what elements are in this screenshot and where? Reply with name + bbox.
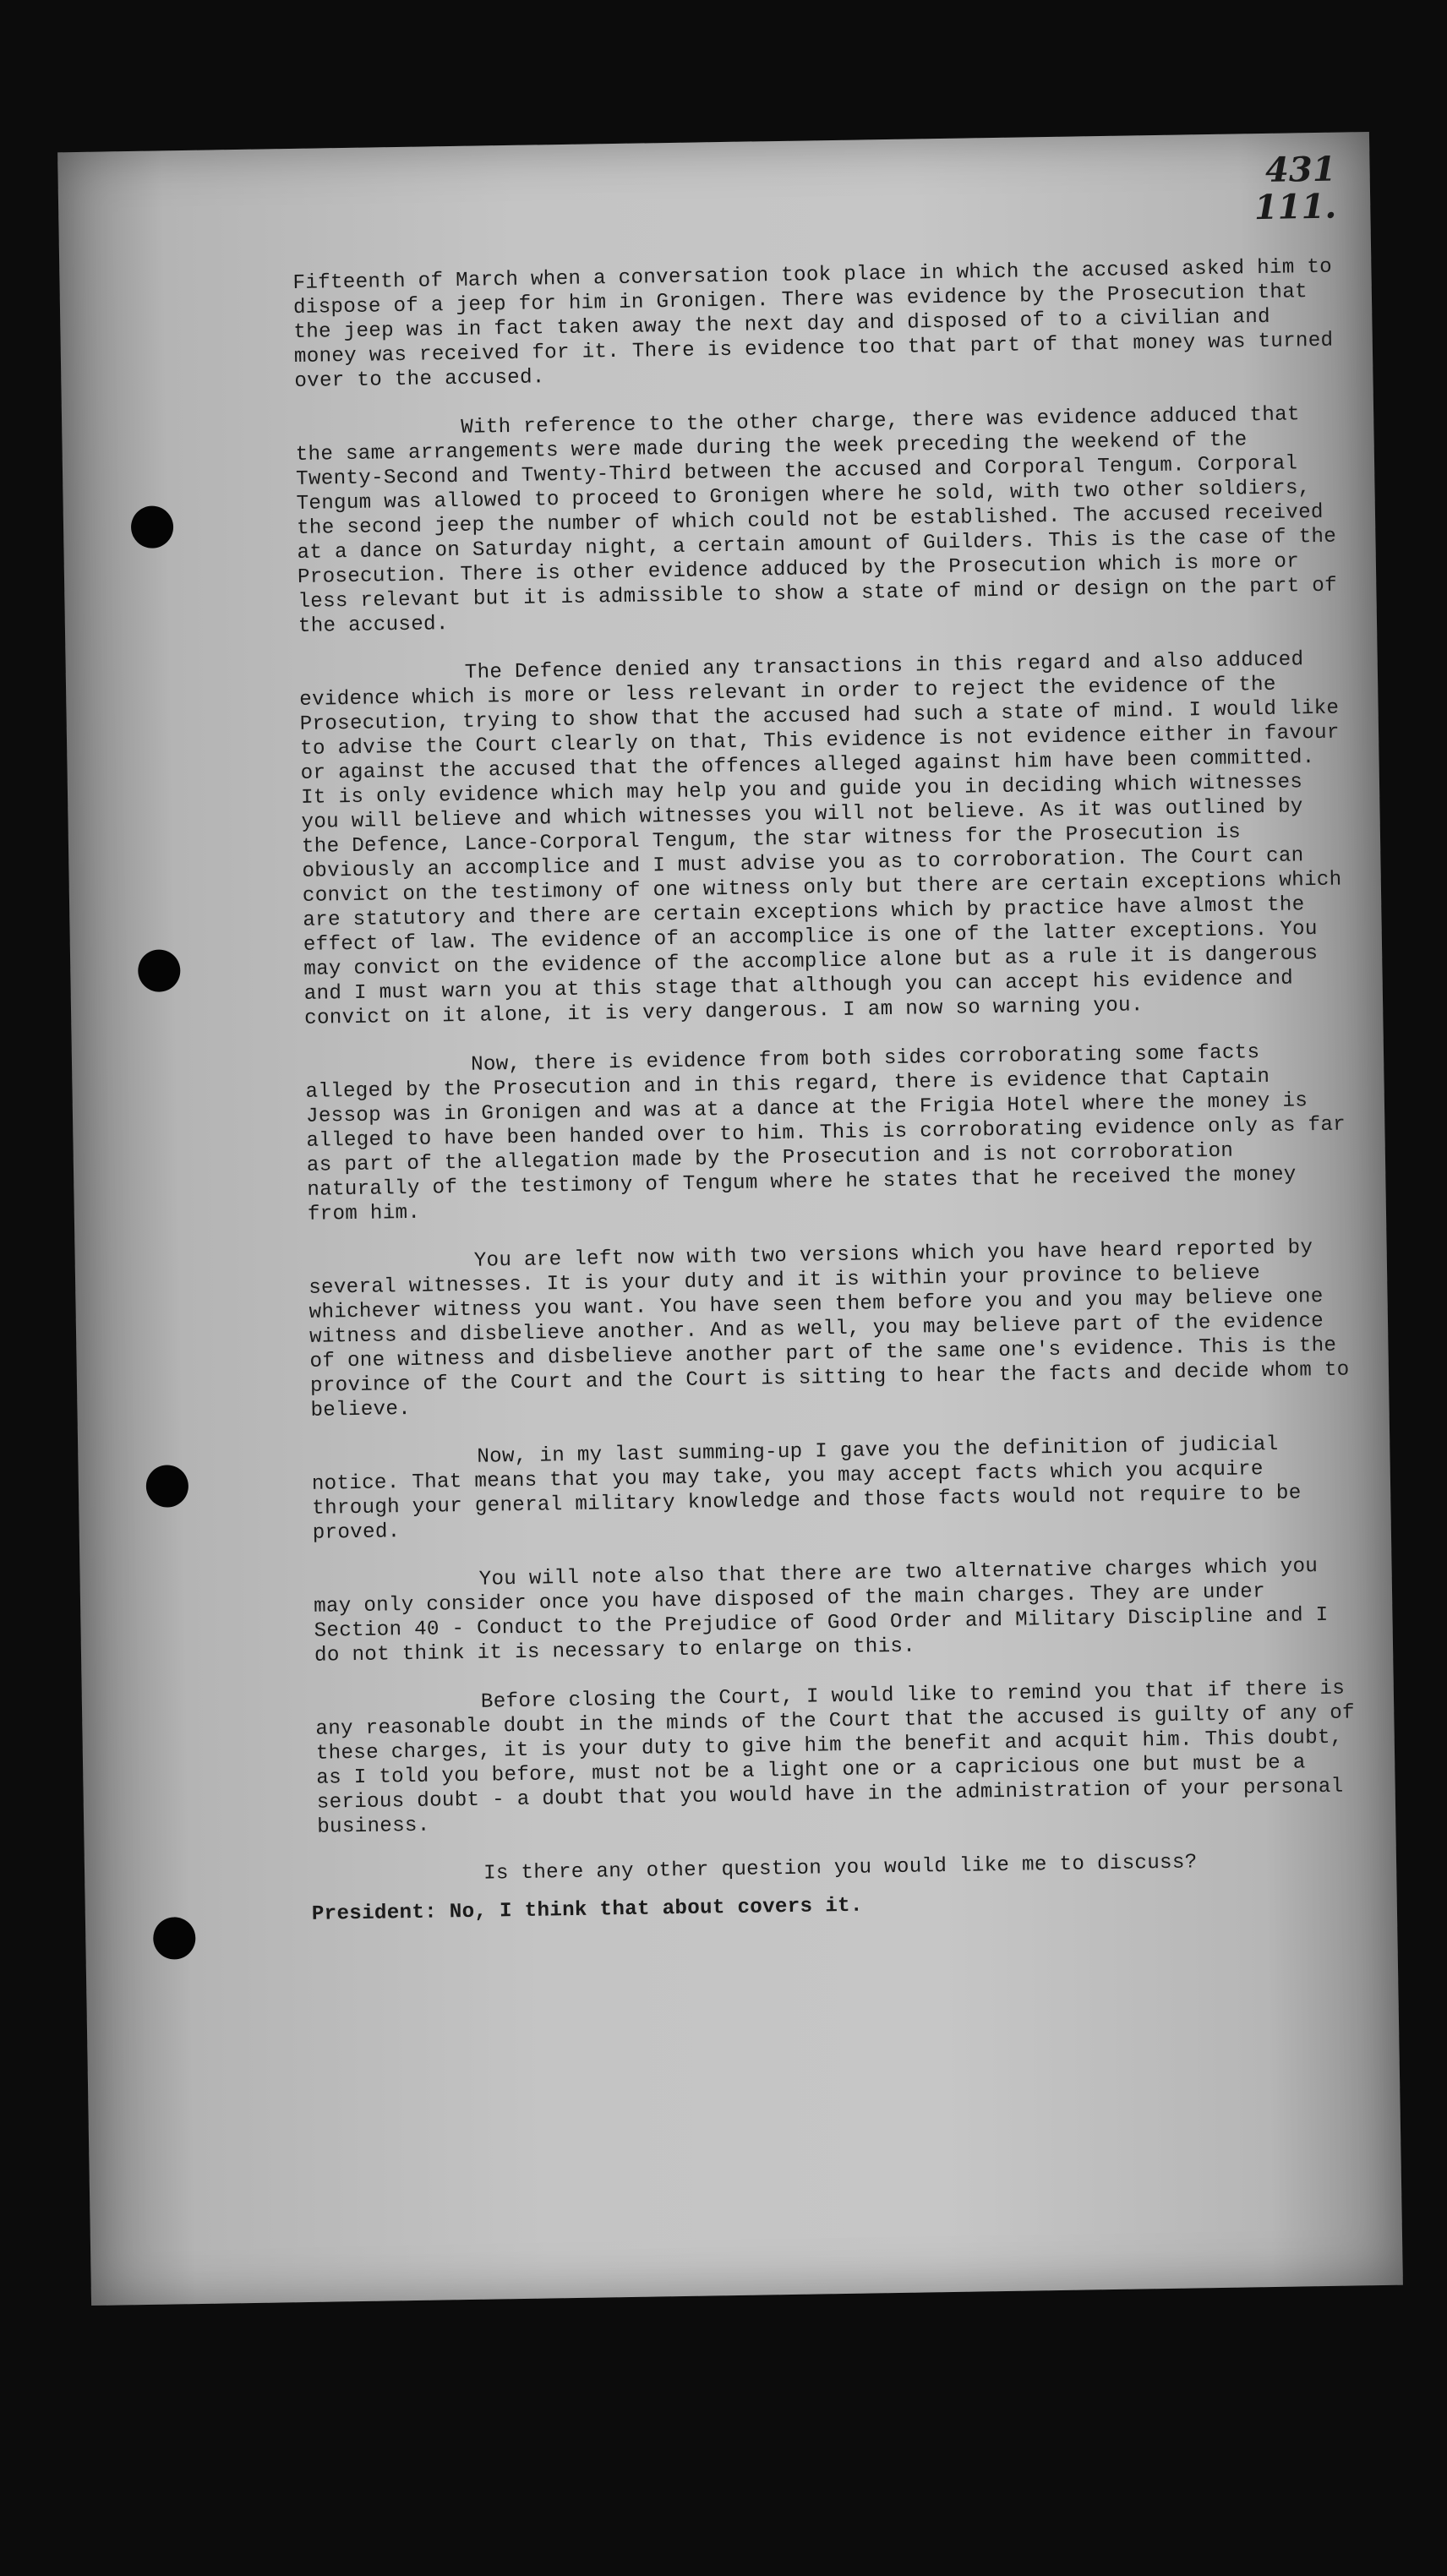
paragraph-two-versions: You are left now with two versions which you have heard reported by several witnesses. It is your duty and it is within your province to believe whichever witness you want. You have seen them before you and you may believe one witness and disbelieve another. And as well, you may believe part of the evidence of one witness and disbelieve another part of the same one's evidence. This is the province of the Court and the Court is sitting to hear the facts and decide whom to believe. (309, 1236, 1350, 1422)
punch-hole (138, 949, 181, 992)
paragraph-judicial-notice: Now, in my last summing-up I gave you the definition of judicial notice. That means that you may take, you may accept facts which you acquire through your general military knowledge and those facts would not require to be proved. (311, 1433, 1302, 1545)
punch-hole (131, 505, 174, 548)
punch-hole (153, 1917, 196, 1960)
closing-line (312, 1886, 1367, 1927)
paragraph-continuation: Fifteenth of March when a conversation took place in which the accused asked him to dispose of a jeep for him in Gronigen. There was evidence by the Prosecution that the jeep was in fact taken away the next day and disposed of to a civilian and money was received for it. There is evidence too that part of that money was turned over to the accused. (292, 255, 1334, 393)
document-page (57, 132, 1403, 2306)
speaker-label: President: (311, 1901, 438, 1926)
paragraph-reasonable-doubt: Before closing the Court, I would like to remind you that if there is any reasonable doubt in the minds of the Court that the accused is guilty of any of these charges, it is your duty to give him the benefit and acquit him. This doubt, as I told you before, must not be a light one or a capricious one but must be a serious doubt - a doubt that you would have in the administration of your personal business. (315, 1677, 1356, 1839)
punch-hole (145, 1465, 188, 1508)
paragraph-alternative-charges: You will note also that there are two alternative charges which you may only consider once you have disposed of the main charges. They are under Section 40 - Conduct to the Prejudice of Good Order and Military Discipline and I do not think it is necessary to enlarge on this. (313, 1555, 1329, 1667)
paragraph-question: Is there any other question you would like me to discuss? (483, 1851, 1198, 1886)
folio-number-top: 431 (1264, 149, 1336, 190)
paragraph-defence: The Defence denied any transactions in this regard and also adduced evidence which is more or less relevant in order to reject the evidence of the Prosecution, trying to show that the accused had such a state of mind. I would like to advise the Court clearly on that, This evidence is not evidence either in favour or against the accused that the offences alleged against him have been committed. It is only evidence which may help you and guide you in deciding which witnesses you will believe and which witnesses you will not believe. As it was outlined by the Defence, Lance-Corporal Tengum, the star witness for the Prosecution is obviously an accomplice and I must advise you as to corroboration. The Court can convict on the testimony of one witness only but there are certain exceptions which are statutory and there are certain exceptions which by practice have almost the effect of law. The evidence of an accomplice is one of the latter exceptions. You may convict on the evidence of the accomplice alone but as a rule it is dangerous and I must warn you at this stage that although you can accept his evidence and convict on it alone, it is very dangerous. I am now so warning you. (299, 648, 1342, 1030)
folio-number-bottom: 111. (1253, 186, 1337, 228)
document-body (292, 255, 1367, 1951)
paragraph-corroboration: Now, there is evidence from both sides corroborating some facts alleged by the Prosecution and in this regard, there is evidence that Captain Jessop was in Gronigen and was at a dance at the Frigia Hotel where the money is alleged to have been handed over to him. This is corroborating evidence only as far as part of the allegation made by the Prosecution and is not corroboration naturally of the testimony of Tengum where he states that he received the money from him. (305, 1041, 1346, 1226)
paragraph-other-charge: With reference to the other charge, there was evidence adduced that the same arrangements were made during the week preceding the weekend of the Twenty-Second and Twenty-Third between the accused and Corporal Tengum. Corporal Tengum was allowed to proceed to Gronigen where he sold, with two other soldiers, the second jeep the number of which could not be established. The accused received at a dance on Saturday night, a certain amount of Guilders. This is the case of the Prosecution. There is other evidence adduced by the Prosecution which is more or less relevant but it is admissible to show a state of mind or design on the part of the accused. (295, 403, 1338, 638)
speaker-reply: No, I think that about covers it. (449, 1894, 863, 1924)
folio-number (1253, 151, 1337, 227)
